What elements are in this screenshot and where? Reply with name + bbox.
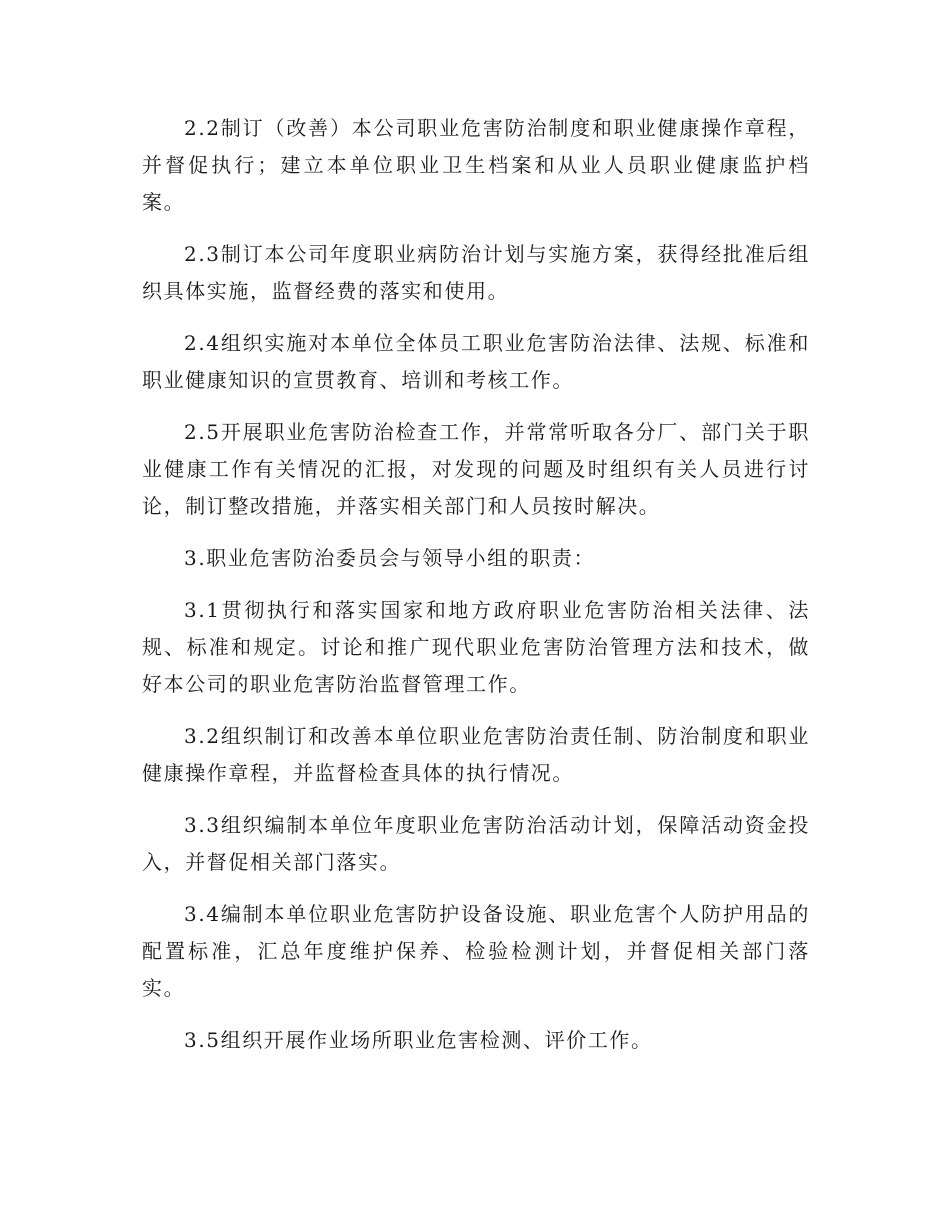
paragraph-3-1: 3.1贯彻执行和落实国家和地方政府职业危害防治相关法律、法规、标准和规定。讨论和推广现代职业危害防治管理方法和技术，做好本公司的职业危害防治监督管理工作。 <box>142 598 810 696</box>
section-heading-3: 3.职业危害防治委员会与领导小组的职责： <box>184 546 596 570</box>
paragraph-3-4: 3.4编制本单位职业危害防护设备设施、职业危害个人防护用品的配置标准，汇总年度维护保养、检验检测计划，并督促相关部门落实。 <box>142 902 810 1000</box>
paragraph-2-5: 2.5开展职业危害防治检查工作，并常常听取各分厂、部门关于职业健康工作有关情况的汇报，对发现的问题及时组织有关人员进行讨论，制订整改措施，并落实相关部门和人员按时解决。 <box>142 420 810 518</box>
document-body <box>142 110 810 1074</box>
paragraph-3-2: 3.2组织制订和改善本单位职业危害防治责任制、防治制度和职业健康操作章程，并监督检查具体的执行情况。 <box>142 724 810 785</box>
paragraph-3-3: 3.3组织编制本单位年度职业危害防治活动计划，保障活动资金投入，并督促相关部门落实。 <box>142 813 810 874</box>
paragraph-3-5: 3.5组织开展作业场所职业危害检测、评价工作。 <box>184 1028 653 1052</box>
paragraph-2-4: 2.4组织实施对本单位全体员工职业危害防治法律、法规、标准和职业健康知识的宣贯教育、培训和考核工作。 <box>142 331 810 392</box>
paragraph-2-2: 2.2制订（改善）本公司职业危害防治制度和职业健康操作章程，并督促执行；建立本单位职业卫生档案和从业人员职业健康监护档案。 <box>142 116 810 214</box>
paragraph-2-3: 2.3制订本公司年度职业病防治计划与实施方案，获得经批准后组织具体实施，监督经费的落实和使用。 <box>142 242 810 303</box>
